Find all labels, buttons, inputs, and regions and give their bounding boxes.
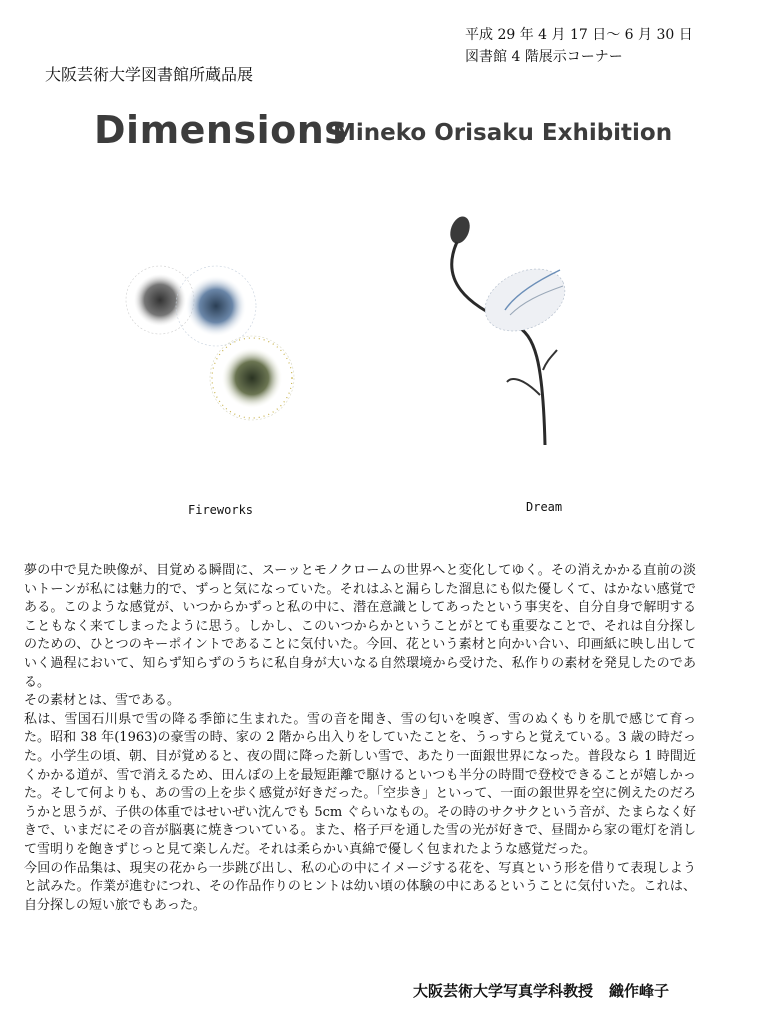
fireworks-photo bbox=[118, 258, 308, 428]
date-range: 平成 29 年 4 月 17 日～ 6 月 30 日 bbox=[465, 27, 693, 43]
author-name: 織作峰子 bbox=[609, 982, 670, 1000]
puffball-gray bbox=[126, 266, 194, 334]
puffball-blue bbox=[176, 266, 256, 346]
exhibition-dates bbox=[465, 24, 693, 68]
statement-paragraph: 夢の中で見た映像が、目覚める瞬間に、スーッとモノクロームの世界へと変化してゆく。その消えかかる直前の淡いトーンが私には魅力的で、ずっと気になっていた。それはふと漏らした溜息にも似た優しくて、はかない感覚である。このような感覚が、いつからかずっと私の中に、潜在意識としてあったという事実を、自分自身で解明することもなく来てしまったように思う。しかし、このいつからかということがとても重要なことで、それは自分探しのための、ひとつのキーポイントであることに気付いた。今回、花という素材と向かい合い、印画紙に映し出していく過程において、知らず知らずのうちに私自身が大いなる自然環境から受けた、私作りの素材を発見したのである。 bbox=[24, 563, 696, 690]
statement-paragraph: 今回の作品集は、現実の花から一歩跳び出し、私の心の中にイメージする花を、写真という形を借りて表現しようと試みた。作業が進むにつれ、その作品作りのヒントは幼い頃の体験の中にあるということに気付いた。これは、自分探しの短い旅でもあった。 bbox=[24, 860, 696, 913]
exhibition-statement bbox=[24, 562, 696, 915]
statement-paragraph: その素材とは、雪である。 bbox=[24, 693, 181, 709]
author-signature bbox=[413, 980, 669, 1001]
fireworks-caption: Fireworks bbox=[188, 503, 254, 517]
dream-photo bbox=[435, 210, 580, 450]
puffball-green bbox=[210, 336, 294, 420]
dream-caption: Dream bbox=[526, 500, 563, 514]
exhibition-title: Dimensions bbox=[94, 108, 348, 152]
author-affiliation: 大阪芸術大学写真学科教授 bbox=[413, 982, 594, 1000]
exhibition-artist-title: Mineko Orisaku Exhibition bbox=[333, 120, 673, 146]
exhibition-subtitle: 大阪芸術大学図書館所蔵品展 bbox=[45, 65, 254, 84]
dream-flower-head bbox=[475, 257, 575, 343]
statement-paragraph: 私は、雪国石川県で雪の降る季節に生まれた。雪の音を聞き、雪の匂いを嗅ぎ、雪のぬくもりを肌で感じて育った。昭和 38 年(1963)の豪雪の時、家の 2 階から出入りをしていたことを、うっすらと覚えている。3 歳の時だった。小学生の頃、朝、目が覚めると、夜の間に降った新しい雪で、あたり一面銀世界になった。普段なら 1 時間近くかかる道が、雪で消えるため、田んぼの上を最短距離で駆けるといつも半分の時間で登校できることが嬉しかった。そして何よりも、あの雪の上を歩く感覚が好きだった。「空歩き」といって、一面の銀世界を空に例えたのだろうかと思うが、子供の体重ではせいぜい沈んでも 5cm ぐらいなもの。その時のサクサクという音が、たまらなく好きで、いまだにその音が脳裏に焼きついている。また、格子戸を通した雪の光が好きで、昼間から家の電灯を消して雪明りを飽きずじっと見て楽しんだ。それは柔らかい真綿で優しく包まれたような感覚だった。 bbox=[24, 711, 696, 857]
exhibition-location: 図書館 4 階展示コーナー bbox=[465, 49, 623, 65]
